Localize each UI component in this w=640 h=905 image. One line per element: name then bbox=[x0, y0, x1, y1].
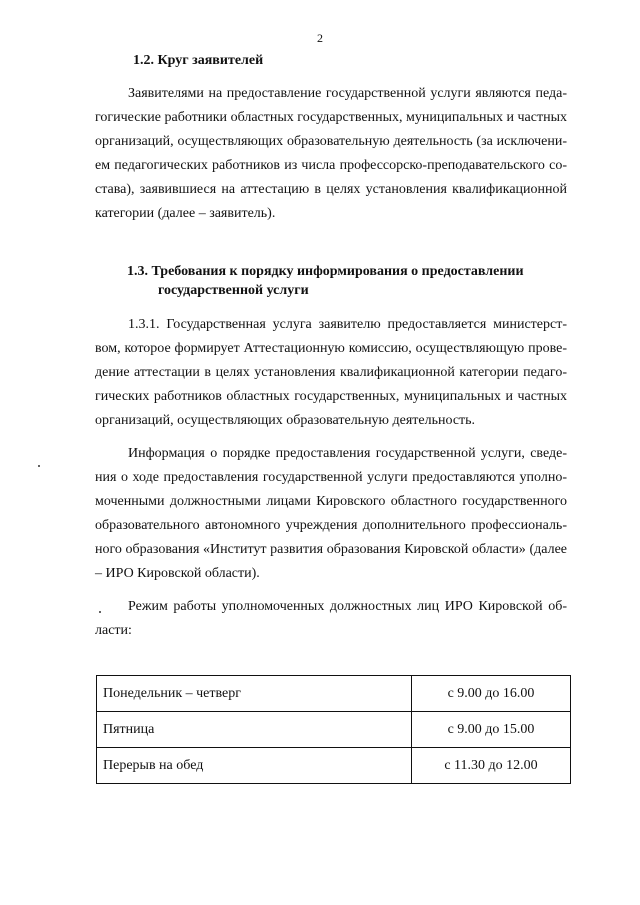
schedule-day-cell: Перерыв на обед bbox=[97, 748, 412, 784]
section-heading-1-3-line1: 1.3. Требования к порядку информирования о предоставлении bbox=[127, 264, 524, 279]
section-heading-1-2: 1.2. Круг заявителей bbox=[133, 53, 264, 68]
paragraph-applicants: Заявителями на предоставление государственной услуги являются педагогические работники областных государственных, муниципальных и частных организаций, осуществляющих образовательную деятельность (за исключением педагогических работников из числа профессорско-преподавательского состава), заявившиеся на аттестацию в целях установления квалификационной категории (далее – заявитель). bbox=[95, 86, 567, 221]
page-number: 2 bbox=[317, 31, 323, 45]
scan-speck bbox=[38, 465, 40, 467]
table-row bbox=[97, 676, 571, 712]
paragraph-information: Информация о порядке предоставления государственной услуги, сведения о ходе предоставления государственной услуги предоставляются уполномоченными должностными лицами Кировского областного государственного образовательного автономного учреждения дополнительного профессионального образования «Институт развития образования Кировской области» (далее – ИРО Кировской области). bbox=[95, 446, 567, 581]
section-heading-1-3-line2: государственной услуги bbox=[158, 283, 309, 298]
paragraph-working-hours: Режим работы уполномоченных должностных лиц ИРО Кировской области: bbox=[95, 599, 567, 638]
scan-speck bbox=[99, 611, 101, 613]
schedule-time-cell: с 9.00 до 15.00 bbox=[412, 712, 571, 748]
paragraph-1-3-1: 1.3.1. Государственная услуга заявителю предоставляется министерством, которое формирует Аттестационную комиссию, осуществляющую проведение аттестации в целях установления квалификационной категории педагогических работников областных государственных, муниципальных и частных организаций, осуществляющих образовательную деятельность. bbox=[95, 317, 567, 428]
table-row bbox=[97, 748, 571, 784]
schedule-time-cell: с 11.30 до 12.00 bbox=[412, 748, 571, 784]
table-row bbox=[97, 712, 571, 748]
schedule-day-cell: Понедельник – четверг bbox=[97, 676, 412, 712]
schedule-day-cell: Пятница bbox=[97, 712, 412, 748]
schedule-time-cell: с 9.00 до 16.00 bbox=[412, 676, 571, 712]
working-hours-table bbox=[96, 675, 571, 784]
